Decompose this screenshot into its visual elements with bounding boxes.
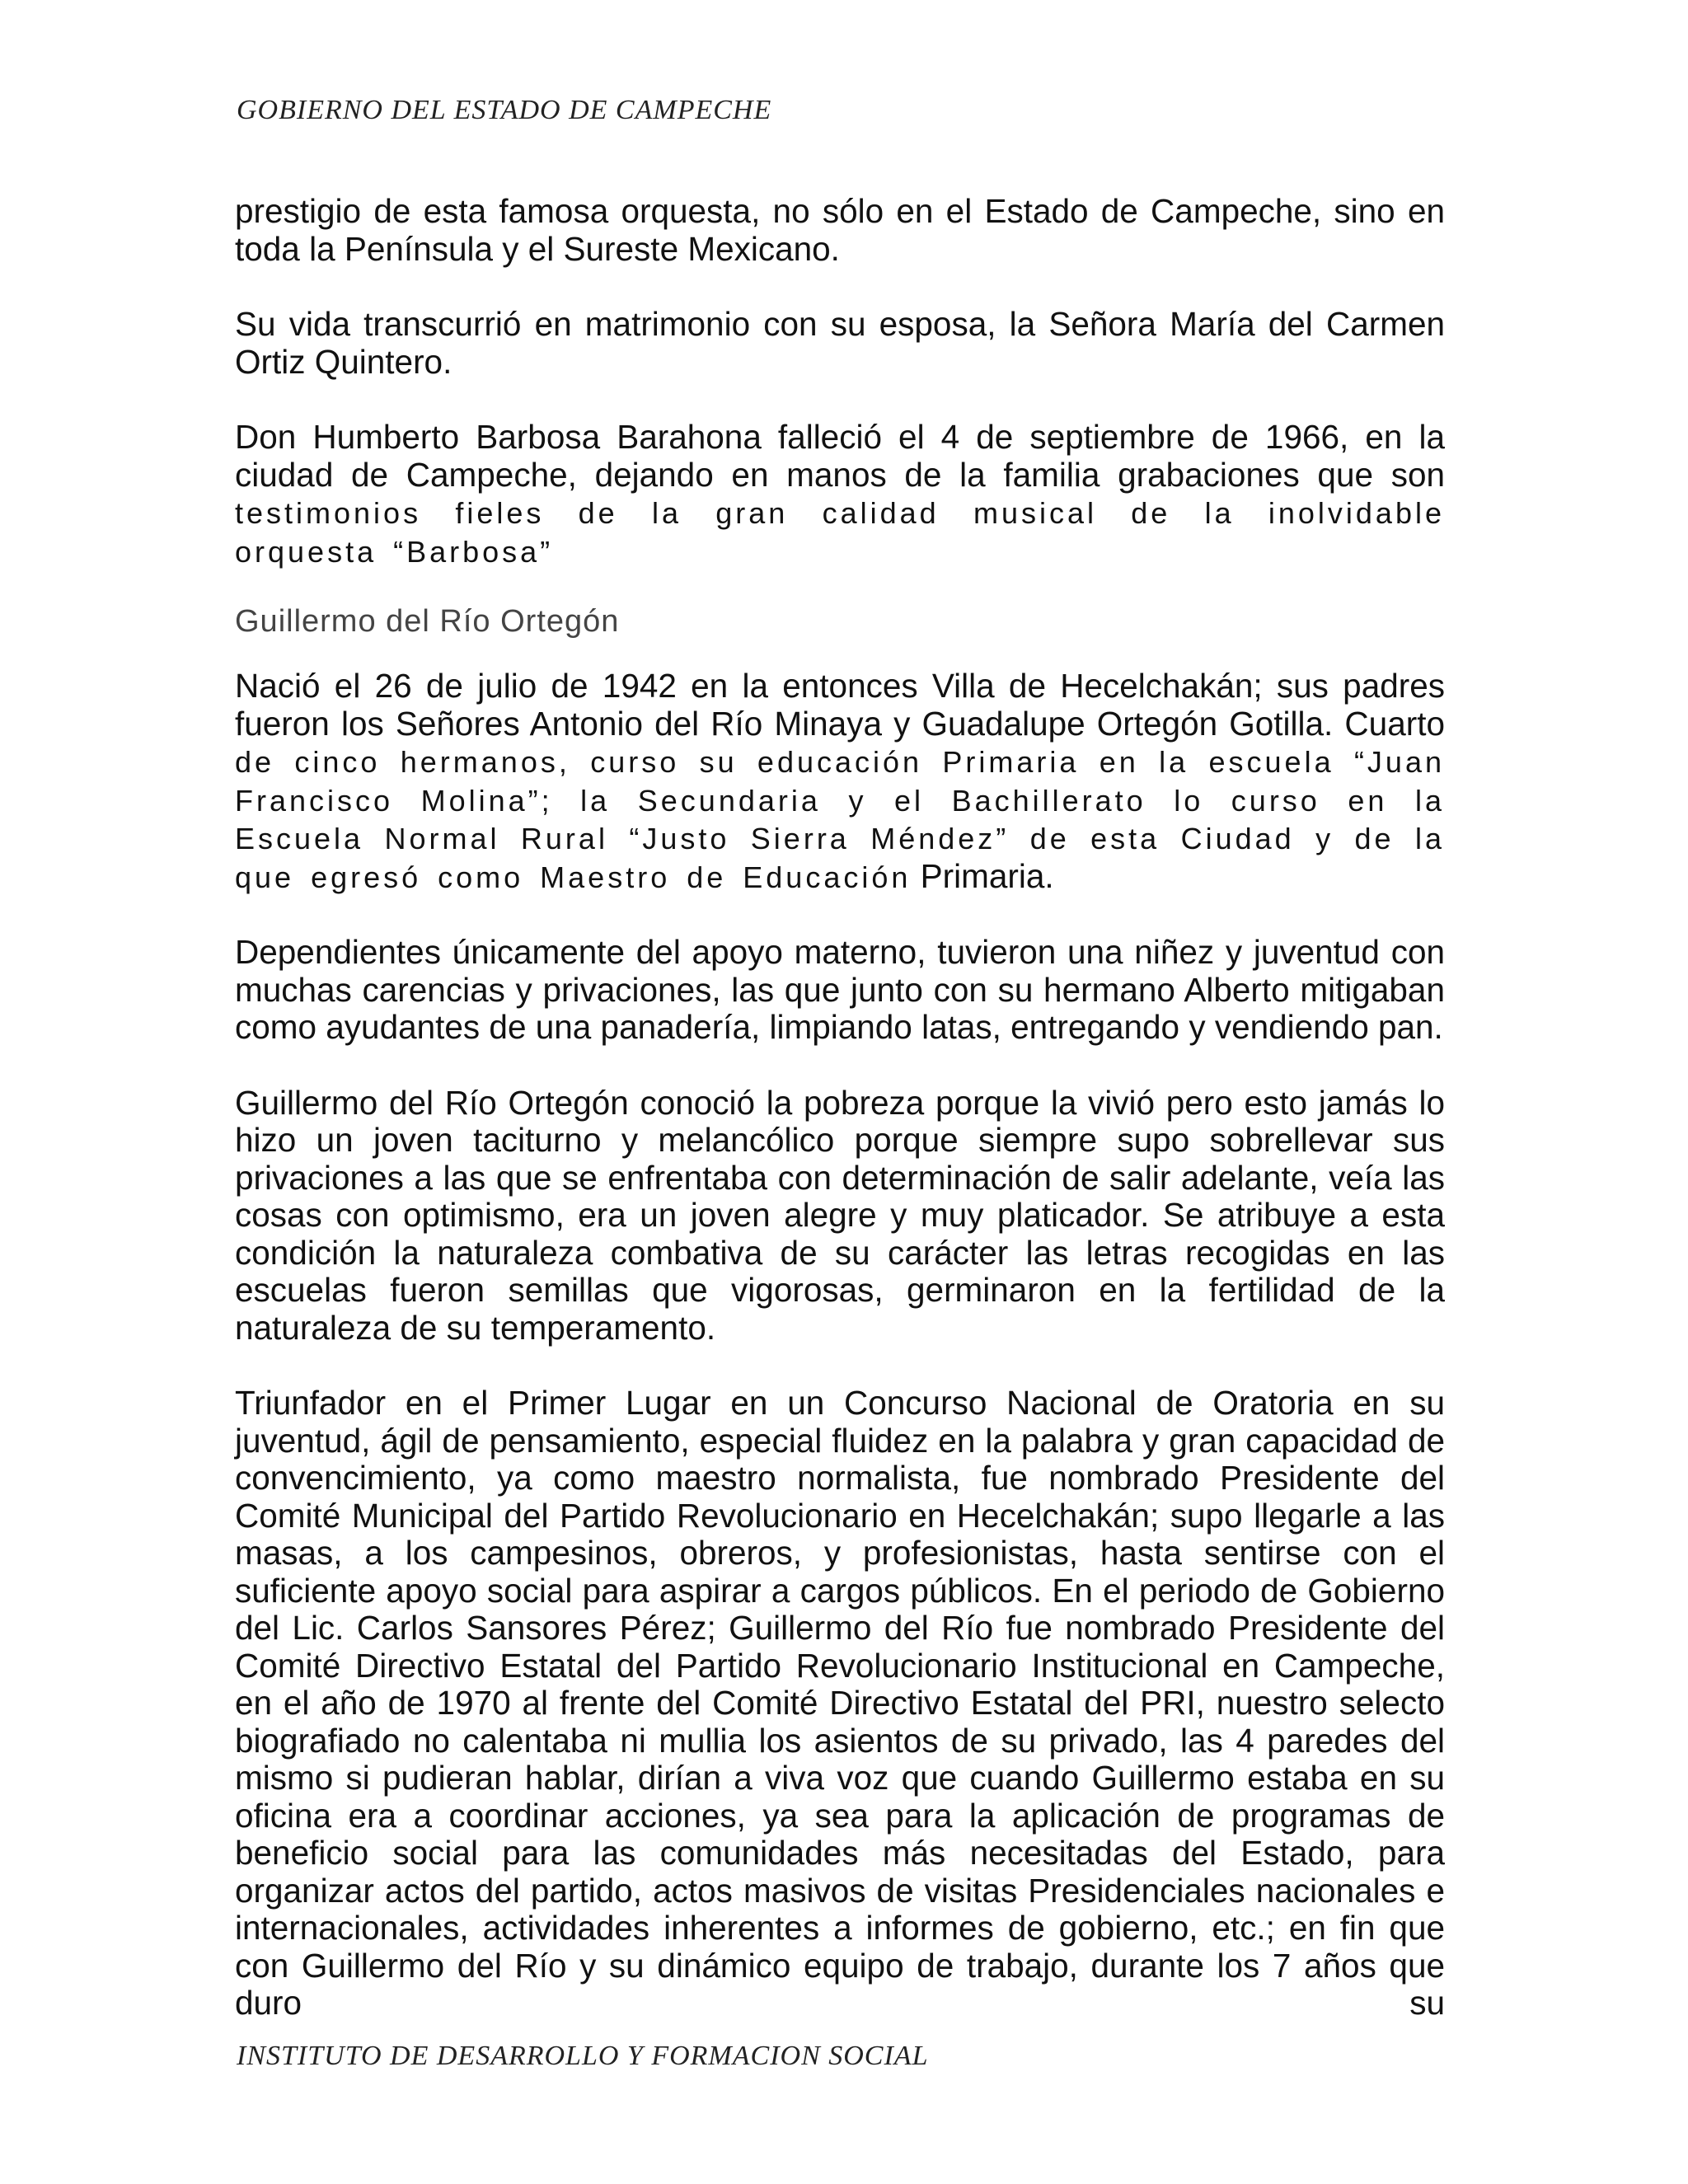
running-footer: INSTITUTO DE DESARROLLO Y FORMACION SOCIAL: [237, 2041, 929, 2071]
paragraph-childhood: Dependientes únicamente del apoyo materno, tuvieron una niñez y juventud con muchas carencias y privaciones, las que junto con su hermano Alberto mitigaban como ayudantes de una panadería, limpiando latas, entregando y vendiendo pan.: [235, 933, 1445, 1046]
paragraph-birth-end: Primaria.: [920, 856, 1054, 895]
paragraph-poverty: Guillermo del Río Ortegón conoció la pobreza porque la vivió pero esto jamás lo hizo un joven taciturno y melancólico porque siempre supo sobrellevar sus privaciones a las que se enfrentaba con determinación de salir adelante, veía las cosas con optimismo, era un joven alegre y muy platicador. Se atribuye a esta condición la naturaleza combativa de su carácter las letras recogidas en las escuelas fueron semillas que vigorosas, germinaron en la fertilidad de la naturaleza de su temperamento.: [235, 1083, 1445, 1347]
paragraph-birth-education: de cinco hermanos, curso su educación Primaria en la escuela “Juan Francisco Molina”; la Secundaria y el Bachillerato lo curso en la Escuela Normal Rural “Justo Sierra Méndez” de esta Ciudad y de la que egresó como Maestro de Educación: [235, 745, 1445, 894]
section-heading: Guillermo del Río Ortegón: [235, 604, 620, 639]
body-text: [235, 193, 1445, 2022]
paragraph-death-tail: testimonios fieles de la gran calidad musical de la inolvidable orquesta “Barbosa”: [235, 496, 1445, 569]
paragraph-death-main: Don Humberto Barbosa Barahona falleció el 4 de septiembre de 1966, en la ciudad de Campeche, dejando en manos de la familia grabaciones que son: [235, 418, 1445, 494]
paragraph-marriage: Su vida transcurrió en matrimonio con su esposa, la Señora María del Carmen Ortiz Quintero.: [235, 305, 1445, 381]
paragraph-career: Triunfador en el Primer Lugar en un Concurso Nacional de Oratoria en su juventud, ágil de pensamiento, especial fluidez en la palabra y gran capacidad de convencimiento, ya como maestro normalista, fue nombrado Presidente del Comité Municipal del Partido Revolucionario en Hecelchakán; supo llegarle a las masas, a los campesinos, obreros, y profesionistas, hasta sentirse con el suficiente apoyo social para aspirar a cargos públicos. En el periodo de Gobierno del Lic. Carlos Sansores Pérez; Guillermo del Río fue nombrado Presidente del Comité Directivo Estatal del Partido Revolucionario Institucional en Campeche, en el año de 1970 al frente del Comité Directivo Estatal del PRI, nuestro selecto biografiado no calentaba ni mullia los asientos de su privado, las 4 paredes del mismo si pudieran hablar, dirían a viva voz que cuando Guillermo estaba en su oficina era a coordinar acciones, ya sea para la aplicación de programas de beneficio social para las comunidades más necesitadas del Estado, para organizar actos del partido, actos masivos de visitas Presidenciales nacionales e internacionales, actividades inherentes a informes de gobierno, etc.; en fin que con Guillermo del Río y su dinámico equipo de trabajo, durante los 7 años que duro su: [235, 1384, 1445, 2022]
running-header: GOBIERNO DEL ESTADO DE CAMPECHE: [237, 95, 772, 125]
paragraph-birth: [235, 668, 1445, 896]
paragraph-birth-main: Nació el 26 de julio de 1942 en la entonces Villa de Hecelchakán; sus padres fueron los Señores Antonio del Río Minaya y Guadalupe Ortegón Gotilla. Cuarto: [235, 667, 1445, 743]
paragraph-death: [235, 419, 1445, 570]
paragraph-orchestra-prestige: prestigio de esta famosa orquesta, no sólo en el Estado de Campeche, sino en toda la Península y el Sureste Mexicano.: [235, 192, 1445, 268]
